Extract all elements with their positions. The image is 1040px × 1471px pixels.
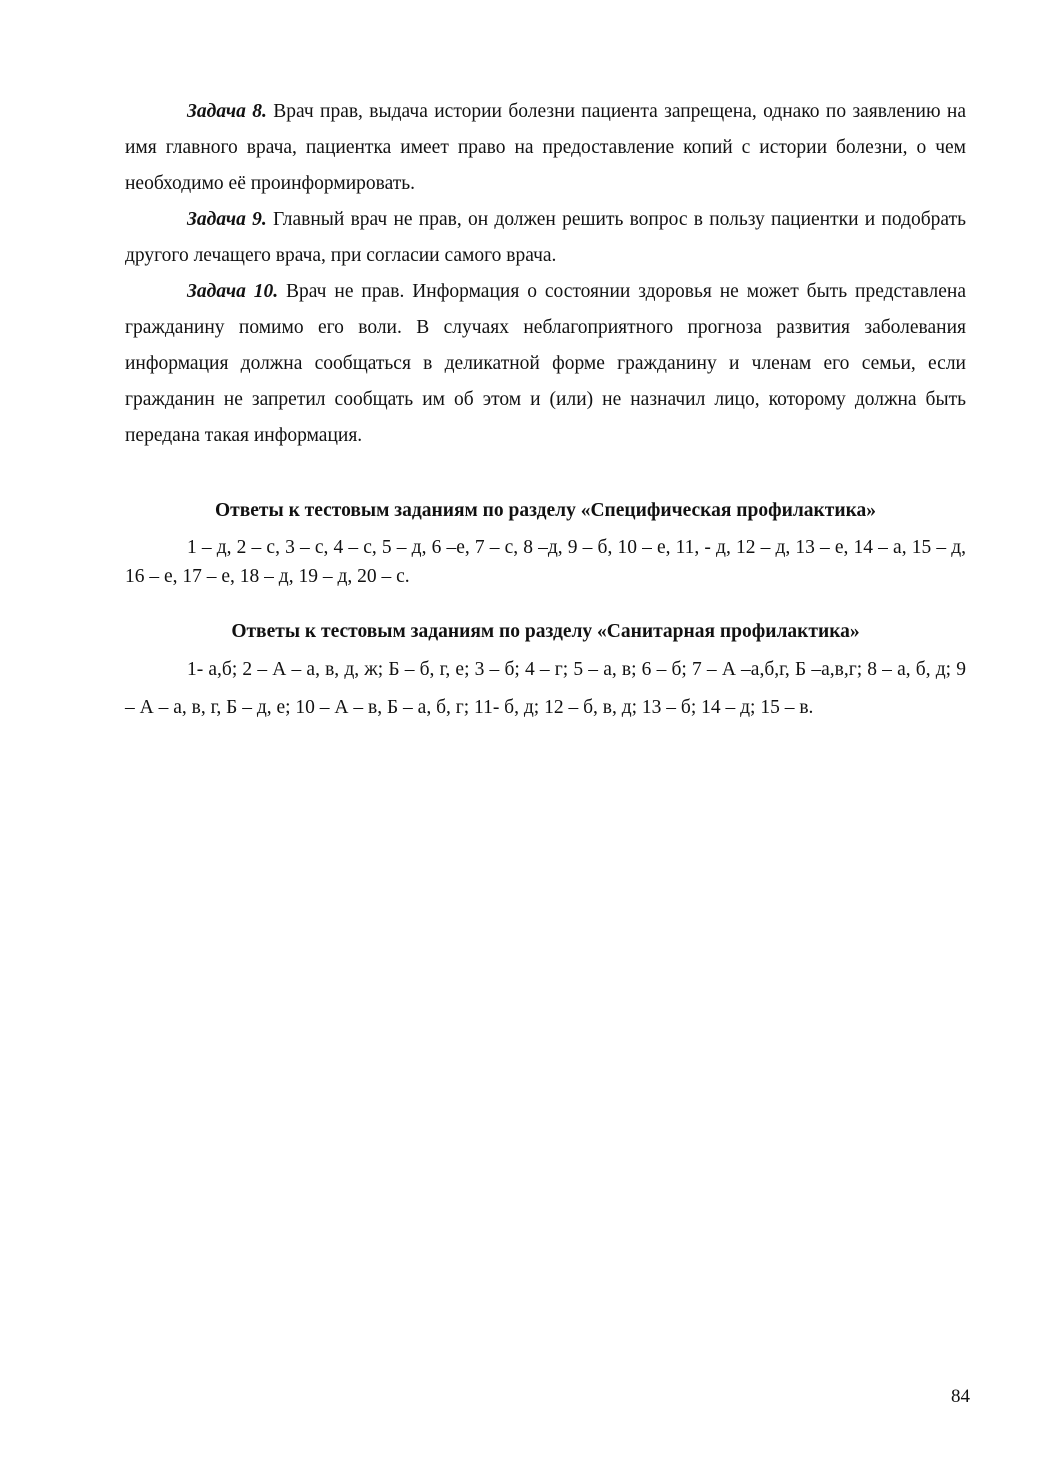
task-8-paragraph — [125, 94, 966, 202]
section-heading-sanitary: Ответы к тестовым заданиям по разделу «Санитарная профилактика» — [231, 621, 860, 642]
task-10-paragraph — [125, 274, 966, 454]
answers-sanitary: 1- а,б; 2 – А – а, в, д, ж; Б – б, г, е; 3 – б; 4 – г; 5 – а, в; 6 – б; 7 – А –а,б,г, Б –а,в,г; 8 – а, б, д; 9 – А – а, в, г, Б – д, е; 10 – А – в, Б – а, б, г; 11- б, д; 12 – б, в, д; 13 – б; 14 – д; 15 – в. — [125, 659, 966, 718]
task-9-text: Главный врач не прав, он должен решить вопрос в пользу пациентки и подобрать другого лечащего врача, при согласии самого врача. — [125, 209, 966, 266]
task-8-label: Задача 8. — [187, 101, 267, 122]
task-10-label: Задача 10. — [187, 281, 279, 302]
page-number: 84 — [951, 1386, 970, 1407]
task-10-text: Врач не прав. Информация о состоянии здоровья не может быть представлена гражданину помимо его воли. В случаях неблагоприятного прогноза развития заболевания информация должна сообщаться в деликатной форме гражданину и членам его семьи, если гражданин не запретил сообщать им об этом и (или) не назначил лицо, которому должна быть передана такая информация. — [125, 281, 967, 446]
section-heading-specific: Ответы к тестовым заданиям по разделу «Специфическая профилактика» — [214, 500, 877, 521]
task-9-label: Задача 9. — [187, 209, 267, 230]
task-8-text: Врач прав, выдача истории болезни пациента запрещена, однако по заявлению на имя главного врача, пациентка имеет право на предоставление копий с истории болезни, о чем необходимо её проинформировать. — [125, 101, 967, 194]
answers-specific: 1 – д, 2 – с, 3 – с, 4 – с, 5 – д, 6 –е, 7 – с, 8 –д, 9 – б, 10 – е, 11, - д, 12 – д, 13 – е, 14 – а, 15 – д, 16 – е, 17 – е, 18 – д, 19 – д, 20 – с. — [125, 537, 966, 587]
task-9-paragraph — [125, 202, 966, 274]
